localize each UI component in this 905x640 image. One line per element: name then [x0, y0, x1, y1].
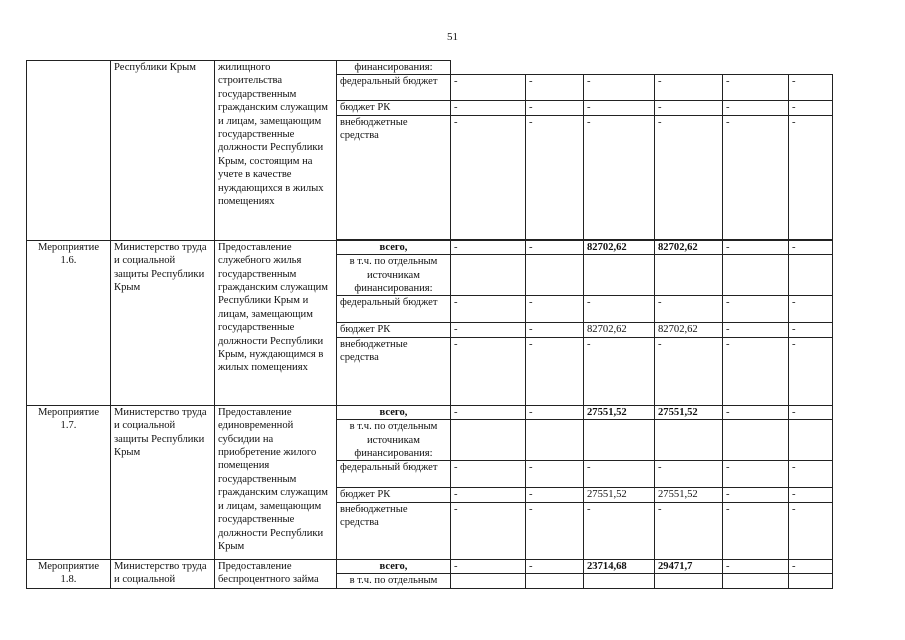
value-cell: - [655, 115, 723, 239]
value-cell: - [789, 502, 833, 559]
value-cell: - [789, 75, 833, 101]
value-cell: - [451, 488, 526, 502]
value-cell: - [526, 502, 584, 559]
value-cell: - [526, 296, 584, 323]
value-cell: - [451, 115, 526, 239]
value-cell: 82702,62 [584, 323, 655, 337]
value-cell: - [723, 323, 789, 337]
value-cell: - [789, 337, 833, 405]
source-label: бюджет РК [337, 323, 451, 337]
source-label: федеральный бюджет [337, 75, 451, 101]
value-cell: - [723, 337, 789, 405]
source-label: в т.ч. по отдельным источникам финансирования: [337, 420, 451, 461]
value-cell: - [723, 75, 789, 101]
value-cell: - [451, 405, 526, 419]
value-cell: - [723, 461, 789, 488]
id-cell [27, 61, 111, 241]
value-cell: - [655, 101, 723, 115]
value-cell: - [526, 461, 584, 488]
description-cell: жилищного строительства государственным гражданским служащим и лицам, замещающим государственные должности Республики Крым, состоящим на учете в качестве нуждающихся в жилых помещениях [215, 61, 337, 241]
value-cell: - [723, 405, 789, 419]
source-label: бюджет РК [337, 101, 451, 115]
value-cell: - [526, 405, 584, 419]
value-cell: - [723, 101, 789, 115]
source-label: федеральный бюджет [337, 461, 451, 488]
value-cell: - [655, 75, 723, 101]
value-cell: 27551,52 [655, 405, 723, 419]
value-cell: - [451, 296, 526, 323]
value-cell: 27551,52 [584, 405, 655, 419]
page-number: 51 [447, 31, 458, 43]
source-label: внебюджетные средства [337, 502, 451, 559]
value-cell: - [789, 323, 833, 337]
value-cell: - [526, 101, 584, 115]
value-cell: - [789, 296, 833, 323]
value-cell: - [451, 75, 526, 101]
description-cell: Предоставление единовременной субсидии на приобретение жилого помещения государственным гражданским служащим и лицам, замещающим государственные должности Республики Крым [215, 405, 337, 559]
value-cell: - [723, 488, 789, 502]
id-cell: Мероприятие 1.8. [27, 559, 111, 588]
value-cell: - [584, 101, 655, 115]
value-cell: 27551,52 [584, 488, 655, 502]
source-label: финансирования: [337, 61, 451, 75]
value-cell: - [789, 405, 833, 419]
value-cell: - [526, 75, 584, 101]
value-cell: - [723, 296, 789, 323]
value-cell: 82702,62 [655, 323, 723, 337]
value-cell: - [655, 502, 723, 559]
id-cell: Мероприятие 1.7. [27, 405, 111, 559]
value-cell: - [451, 240, 526, 254]
value-cell: - [584, 502, 655, 559]
value-cell: - [526, 488, 584, 502]
value-cell: - [584, 75, 655, 101]
value-cell: - [584, 296, 655, 323]
value-cell: - [451, 337, 526, 405]
value-cell: - [789, 115, 833, 239]
value-cell: - [789, 461, 833, 488]
value-cell: - [526, 115, 584, 239]
id-cell: Мероприятие 1.6. [27, 240, 111, 405]
value-cell: - [451, 323, 526, 337]
total-label: всего, [337, 405, 451, 419]
value-cell: 23714,68 [584, 559, 655, 573]
value-cell: - [723, 559, 789, 573]
value-cell: - [584, 115, 655, 239]
total-label: всего, [337, 240, 451, 254]
value-cell: - [451, 101, 526, 115]
source-label: внебюджетные средства [337, 115, 451, 239]
value-cell: - [526, 323, 584, 337]
executor-cell: Министерство труда и социальной защиты Республики Крым [111, 240, 215, 405]
value-cell: - [584, 337, 655, 405]
source-label: внебюджетные средства [337, 337, 451, 405]
value-cell: - [789, 559, 833, 573]
value-cell: - [584, 461, 655, 488]
value-cell: - [789, 488, 833, 502]
value-cell: - [789, 101, 833, 115]
value-cell: - [789, 240, 833, 254]
executor-cell: Министерство труда и социальной [111, 559, 215, 588]
budget-table [26, 60, 833, 589]
value-cell: - [655, 337, 723, 405]
value-cell: - [723, 240, 789, 254]
value-cell: - [655, 461, 723, 488]
value-cell: 29471,7 [655, 559, 723, 573]
source-label: в т.ч. по отдельным источникам финансирования: [337, 255, 451, 296]
value-cell: - [526, 337, 584, 405]
value-cell: - [526, 240, 584, 254]
executor-cell: Республики Крым [111, 61, 215, 241]
value-cell: - [655, 296, 723, 323]
value-cell: - [451, 502, 526, 559]
value-cell: - [451, 559, 526, 573]
value-cell: - [451, 461, 526, 488]
total-label: всего, [337, 559, 451, 573]
value-cell: - [723, 115, 789, 239]
value-cell: 82702,62 [655, 240, 723, 254]
value-cell: - [723, 502, 789, 559]
value-cell: 82702,62 [584, 240, 655, 254]
source-label: бюджет РК [337, 488, 451, 502]
executor-cell: Министерство труда и социальной защиты Республики Крым [111, 405, 215, 559]
value-cell: 27551,52 [655, 488, 723, 502]
description-cell: Предоставление служебного жилья государственным гражданским служащим Республики Крым и лицам, замещающим государственные должности Республики Крым, нуждающимся в жилых помещениях [215, 240, 337, 405]
source-label: в т.ч. по отдельным [337, 574, 451, 588]
source-label: федеральный бюджет [337, 296, 451, 323]
value-cell: - [526, 559, 584, 573]
description-cell: Предоставление беспроцентного займа [215, 559, 337, 588]
